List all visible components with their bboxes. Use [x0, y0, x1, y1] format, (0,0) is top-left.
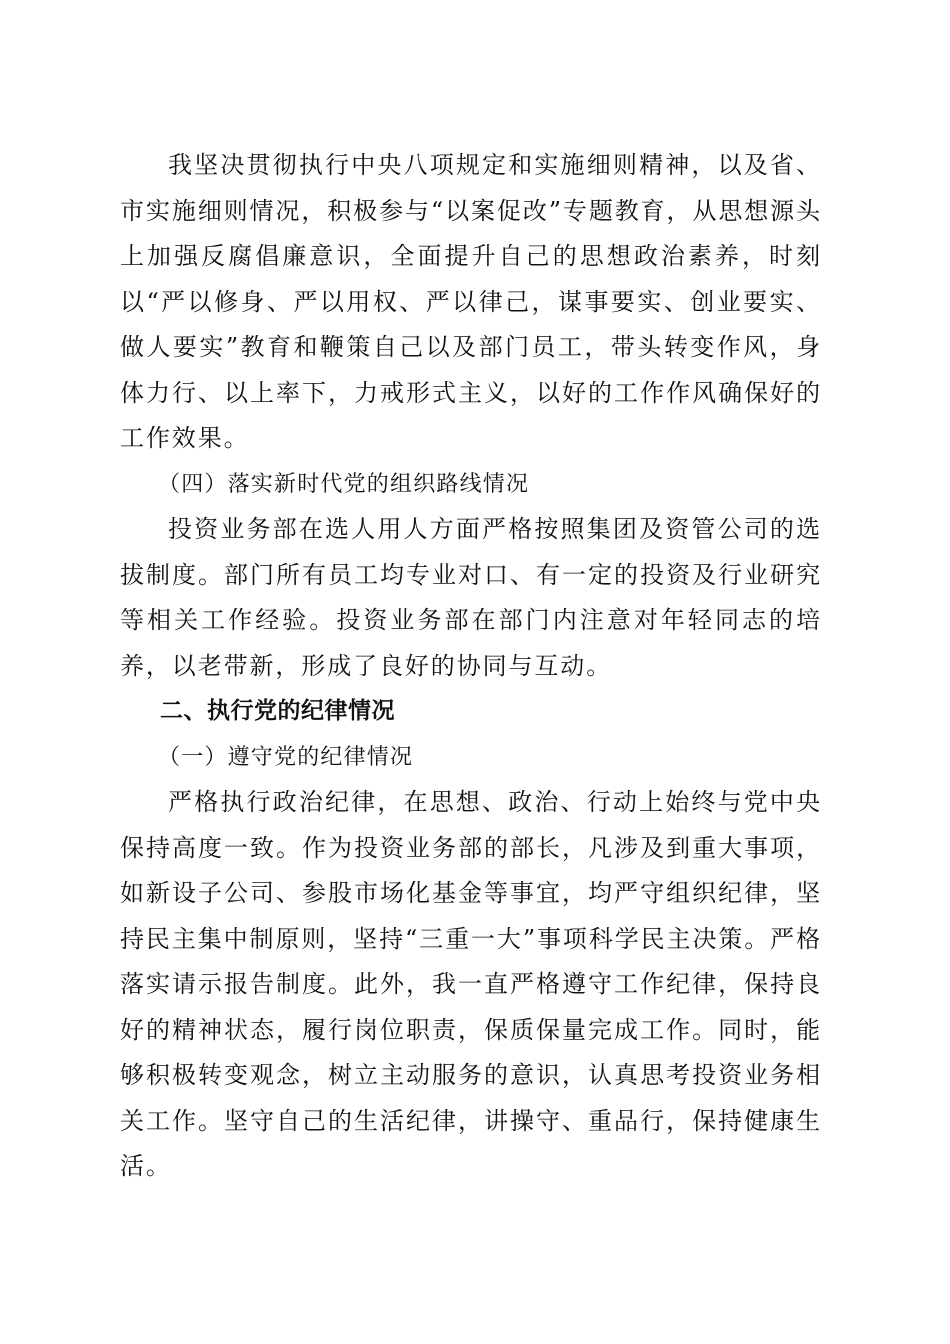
paragraph-political-discipline: 严格执行政治纪律，在思想、政治、行动上始终与党中央保持高度一致。作为投资业务部的部长，凡涉及到重大事项，如新设子公司、参股市场化基金等事宜，均严守组织纪律，坚持民主集中制原则，坚持“三重一大”事项科学民主决策。严格落实请示报告制度。此外，我一直严格遵守工作纪律，保持良好的精神状态，履行岗位职责，保质保量完成工作。同时，能够积极转变观念，树立主动服务的意识，认真思考投资业务相关工作。坚守自己的生活纪律，讲操守、重品行，保持健康生活。 [120, 788, 822, 1180]
document-page [120, 143, 822, 1190]
subheading-organizational-line: （四）落实新时代党的组织路线情况 [158, 471, 530, 497]
section-heading-party-discipline: 二、执行党的纪律情况 [160, 698, 395, 724]
paragraph-eight-regulations: 我坚决贯彻执行中央八项规定和实施细则精神，以及省、市实施细则情况，积极参与“以案促改”专题教育，从思想源头上加强反腐倡廉意识，全面提升自己的思想政治素养，时刻以“严以修身、严以用权、严以律己，谋事要实、创业要实、做人要实”教育和鞭策自己以及部门员工，带头转变作风，身体力行、以上率下，力戒形式主义，以好的工作作风确保好的工作效果。 [120, 151, 822, 452]
paragraph-personnel-selection: 投资业务部在选人用人方面严格按照集团及资管公司的选拔制度。部门所有员工均专业对口、有一定的投资及行业研究等相关工作经验。投资业务部在部门内注意对年轻同志的培养，以老带新，形成了良好的协同与互动。 [120, 515, 822, 680]
subheading-observe-discipline: （一）遵守党的纪律情况 [158, 744, 414, 770]
